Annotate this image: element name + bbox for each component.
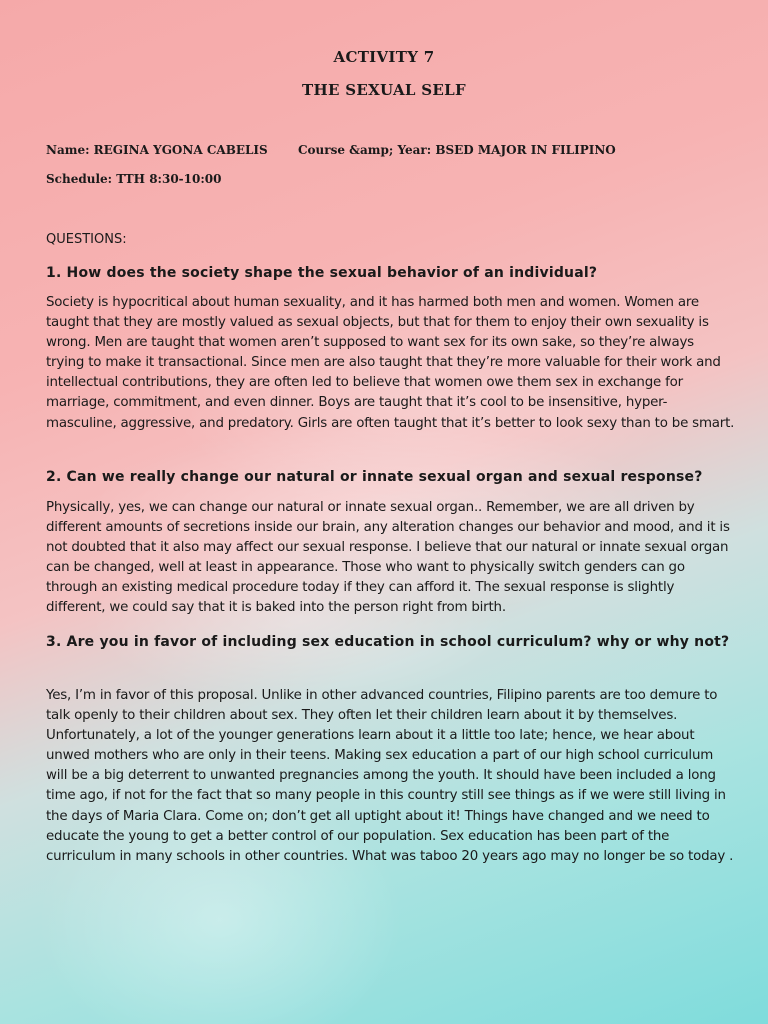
- activity-title: ACTIVITY 7: [333, 48, 435, 66]
- question-3: 3. Are you in favor of including sex education in school curriculum? why or why not?: [46, 634, 730, 650]
- schedule: Schedule: TTH 8:30-10:00: [46, 172, 222, 186]
- course-year: Course &amp; Year: BSED MAJOR IN FILIPINO: [298, 143, 616, 157]
- answer-1: Society is hypocritical about human sexuality, and it has harmed both men and women. Women are taught that they are mostly valued as sexual objects, but that for them to enjoy their own sexuality is wrong. Men are taught that women aren’t supposed to want sex for its own sake, so they’re always trying to make it transactional. Since men are also taught that they’re more valuable for their work and intellectual contributions, they are often led to believe that women owe them sex in exchange for marriage, commitment, and even dinner. Boys are taught that it’s cool to be insensitive, hyper-masculine, aggressive, and predatory. Girls are often taught that it’s better to look sexy than to be smart.: [46, 295, 735, 431]
- student-name: Name: REGINA YGONA CABELIS: [46, 143, 268, 157]
- answer-2: Physically, yes, we can change our natural or innate sexual organ.. Remember, we are all driven by different amounts of secretions inside our brain, any alteration changes our behavior and mood, and it is not doubted that it also may affect our sexual response. I believe that our natural or innate sexual organ can be changed, well at least in appearance. Those who want to physically switch genders can go through an existing medical procedure today if they can afford it. The sexual response is slightly different, we could say that it is baked into the person right from birth.: [46, 500, 730, 616]
- document-subtitle: THE SEXUAL SELF: [302, 81, 466, 99]
- answer-3: Yes, I’m in favor of this proposal. Unlike in other advanced countries, Filipino parents are too demure to talk openly to their children about sex. They often let their children learn about it by themselves. Unfortunately, a lot of the younger generations learn about it a little too late; hence, we hear about unwed mothers who are only in their teens. Making sex education a part of our high school curriculum will be a big deterrent to unwanted pregnancies among the youth. It should have been included a long time ago, if not for the fact that so many people in this country still see things as if we were still living in the days of Maria Clara. Come on; don’t get all uptight about it! Things have changed and we need to educate the young to get a better control of our population. Sex education has been part of the curriculum in many schools in other countries. What was taboo 20 years ago may no longer be so today .: [46, 688, 734, 864]
- question-1: 1. How does the society shape the sexual behavior of an individual?: [46, 265, 598, 281]
- question-2: 2. Can we really change our natural or innate sexual organ and sexual response?: [46, 469, 703, 485]
- questions-label: QUESTIONS:: [46, 232, 127, 247]
